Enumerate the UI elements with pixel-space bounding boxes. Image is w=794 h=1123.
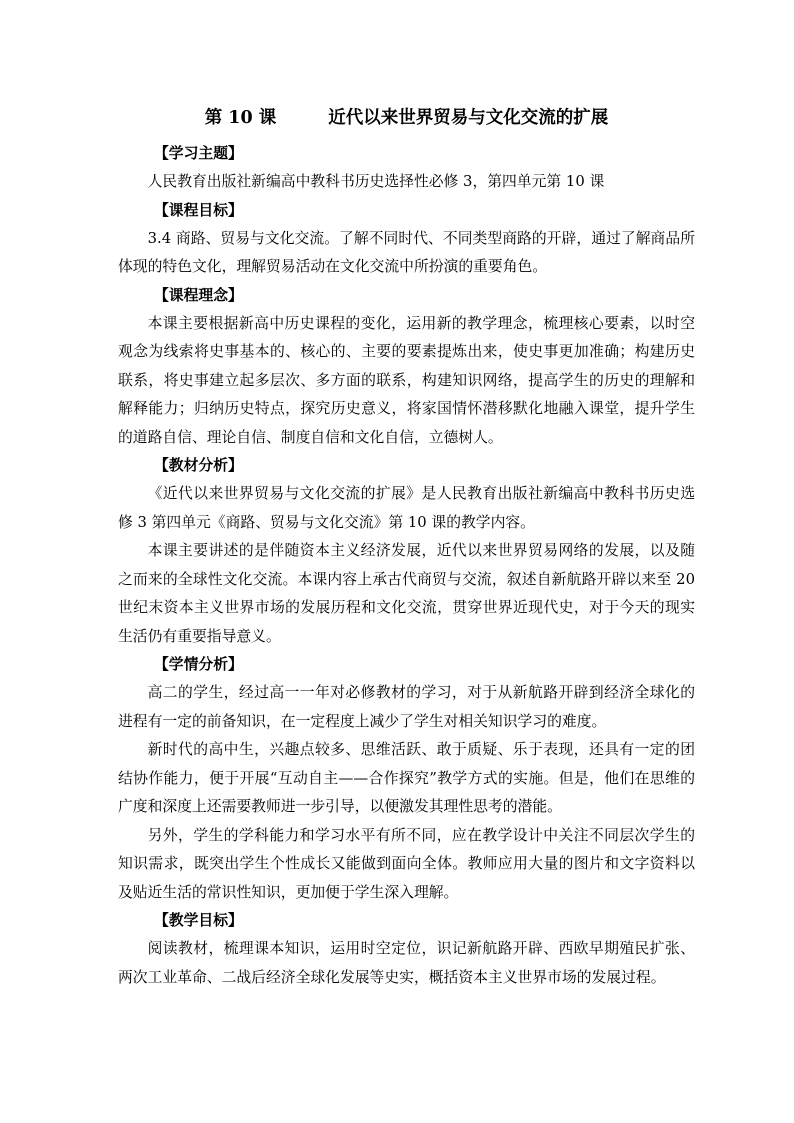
section-course-goals (118, 197, 695, 282)
section-textbook-analysis (118, 452, 695, 651)
lesson-title: 近代以来世界贸易与文化交流的扩展 (328, 108, 609, 128)
section-study-theme (118, 140, 695, 197)
paragraph: 本课主要根据新高中历史课程的变化，运用新的教学理念，梳理核心要素，以时空观念为线索将史事基本的、核心的、主要的要素提炼出来，使史事更加准确；构建历史联系，将史事建立起多层次、多方面的联系，构建知识网络，提高学生的历史的理解和解释能力；归纳历史特点，探究历史意义，将家国情怀潜移默化地融入课堂，提升学生的道路自信、理论自信、制度自信和文化自信，立德树人。 (118, 314, 695, 446)
section-heading: 【课程目标】 (154, 201, 243, 219)
section-heading: 【学情分析】 (154, 656, 243, 673)
section-heading: 【教材分析】 (154, 457, 243, 474)
section-student-analysis (118, 651, 695, 907)
paragraph: 本课主要讲述的是伴随资本主义经济发展，近代以来世界贸易网络的发展，以及随之而来的全球性文化交流。本课内容上承古代商贸与交流，叙述自新航路开辟以来至 20 世纪末资本主义世界市场的发展历程和文化交流，贯穿世界近现代史，对于今天的现实生活仍有重要指导意义。 (118, 542, 695, 645)
paragraph: 高二的学生，经过高一一年对必修教材的学习，对于从新航路开辟到经济全球化的进程有一定的前备知识，在一定程度上减少了学生对相关知识学习的难度。 (118, 684, 695, 730)
paragraph: 《近代以来世界贸易与文化交流的扩展》是人民教育出版社新编高中教科书历史选修 3 第四单元《商路、贸易与文化交流》第 10 课的教学内容。 (118, 485, 695, 531)
paragraph: 新时代的高中生，兴趣点较多、思维活跃、敢于质疑、乐于表现，还具有一定的团结协作能力，便于开展“互动自主——合作探究”教学方式的实施。但是，他们在思维的广度和深度上还需要教师进一步引导，以便激发其理性思考的潜能。 (118, 741, 695, 815)
paragraph: 阅读教材，梳理课本知识，运用时空定位，识记新航路开辟、西欧早期殖民扩张、两次工业革命、二战后经济全球化发展等史实，概括资本主义世界市场的发展过程。 (118, 940, 695, 986)
section-heading: 【教学目标】 (154, 912, 243, 929)
section-teaching-goals (118, 907, 695, 992)
lesson-number: 第 10 课 (204, 108, 277, 128)
paragraph: 另外，学生的学科能力和学习水平有所不同，应在教学设计中关注不同层次学生的知识需求，既突出学生个性成长又能做到面向全体。教师应用大量的图片和文字资料以及贴近生活的常识性知识，更加便于学生深入理解。 (118, 826, 695, 901)
document-title (118, 100, 695, 136)
section-heading: 【课程理念】 (154, 286, 243, 304)
section-course-concept (118, 282, 695, 453)
paragraph: 人民教育出版社新编高中教科书历史选择性必修 3，第四单元第 10 课 (147, 173, 605, 190)
document-page (118, 100, 695, 992)
section-heading: 【学习主题】 (154, 145, 243, 162)
paragraph: 3.4 商路、贸易与文化交流。了解不同时代、不同类型商路的开辟，通过了解商品所体现的特色文化，理解贸易活动在文化交流中所扮演的重要角色。 (118, 229, 695, 275)
